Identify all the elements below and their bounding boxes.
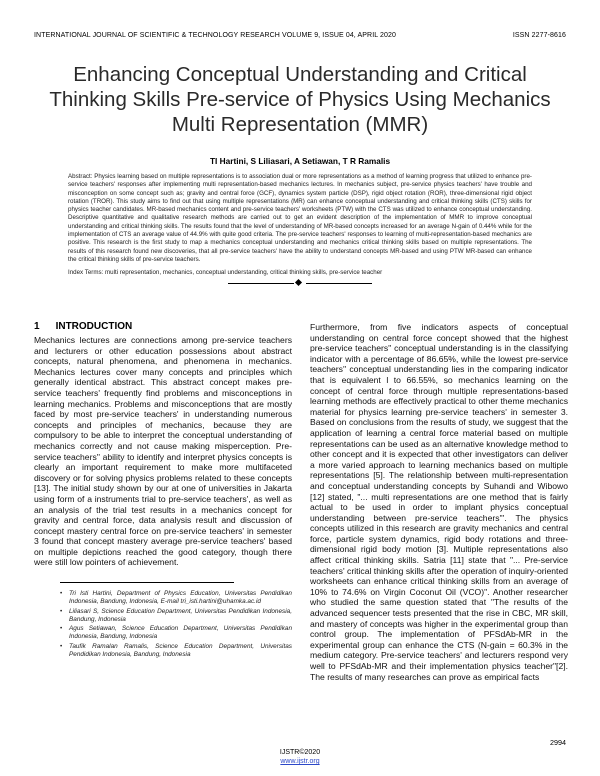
journal-website-link[interactable]: www.ijstr.org — [280, 758, 320, 765]
page-number: 2994 — [550, 738, 566, 747]
bullet-icon: • — [60, 590, 63, 597]
paper-title: Enhancing Conceptual Understanding and Critical Thinking Skills Pre-service of Physics Using Mechanics Multi Representation (MMR) — [49, 63, 551, 136]
footnote-item — [60, 590, 292, 606]
bullet-icon: • — [60, 642, 63, 650]
intro-left-column: Mechanics lectures are connections among pre-service teachers and lecturers or other education possessions about abstract concepts, natural phenomena, and phenomena in mechanics. Mechanics lectures cover many concepts and principles which generally identical abstract. This abstract concept makes pre-service teachers' frequently find problems and misconceptions in learning mechanics. Problems and misconceptions that are mostly faced by most pre-service teachers' in understanding numerous concepts and principles of mechanics, because they are compulsory to be able to interpret the conceptual understanding of mechanics correctly and not cause making misperception. Pre-service teachers'' ability to identify and interpret physics concepts is clearly an important requirement to make more multifaceted discovery or for solving physics problems related to these concepts [13]. The initial study shown by our at one of universities in Jakarta using form of a instruments trial to pre-service teachers', as well as an analysis of the trial test results in a mechanics concept for gravity and central force, data analysis result and discussion of concept mastery central force on pre-service teachers' in semester 3 found that concept mastery average pre-service teachers' based on multiple depictions reached the good category, though there were still low pointers of achievement. — [34, 335, 292, 568]
section-title: INTRODUCTION — [55, 321, 133, 332]
footnote-text: Agus Setiawan, Science Education Department, Universitas Pendidikan Indonesia, Bandung, Indonesia — [69, 625, 292, 641]
intro-right-column: Furthermore, from five indicators aspects of conceptual understanding on central force concept showed that the highest pre-service teachers'' conceptual understanding is in the classifying indicator with a percentage of 86.65%, while the lowest pre-service teachers'' conceptual understanding lies in the comparing indicator that is equivalent l to 66.55%, so mechanics learning on the concept of central force through multiple representations-based learning methods are effectively practical to other theme mechanics material for physics learning pre-service teachers' in semester 3. Based on conclusions from the results of study, we suggest that the application of learning a central force material based on multiple representations can be used as an alternative knowledge method to other concept and it is expected that other investigators can deliver a more varied approach to learning mechanics based on multiple representations [5]. The relationship between multi-representation and conceptual understanding concepts by Suhandi and Wibowo [12] stated, "... multi representations are one method that is fairly actual to be used in order to implant physics conceptual understanding between pre-service teachers'". The physics concepts utilized in this research are gravity mechanics and central force, particle system dynamics, rigid body rotations and three-dimensional rigid body motion [3]. Multiple representations also affect critical thinking skills. Satria [11] state that "... Pre-service teachers' critical thinking skills after the operation of inquiry-oriented worksheets can enhance critical thinking skills from an average of 10% to 74.6% on Virgin Coconut Oil (VCO)". Another researcher who studied the same question stated that "The results of the advanced sequencer tests presented that the rise in CBC, MR skill, and mastery of concepts was higher in the experimental group than control group. The implementation of PFSdAb-MR in the experimental group can enhance the CTS (N-gain = 60.3% in the medium category. Pre-service teachers' and lecturers respond very well to PFSdAb-MR and their implementation physics teacher"[2]. The results of many researches can prove as empirical facts — [310, 322, 568, 682]
bullet-icon: • — [60, 625, 63, 633]
footnote-text: Taufik Ramalan Ramalis, Science Education Department, Universitas Pendidikan Indonesia, Bandung, Indonesia — [69, 642, 292, 658]
footnote-item — [60, 643, 292, 659]
section-divider — [228, 279, 372, 287]
page-footer — [0, 748, 600, 766]
footnote-item — [60, 625, 292, 641]
section-heading — [34, 321, 132, 332]
footnote-text: Tri Isti Hartini, Department of Physics Education, Universitas Pendidikan Indonesia, Bandung, Indonesia, E-mail tri_isti.hartini@uhamka.ac.id — [69, 590, 292, 606]
footnote-text: Liliasari S, Science Education Department, Universitas Pendidikan Indonesia, Bandung, Indonesia — [69, 607, 292, 623]
running-header — [34, 32, 566, 44]
author-list: TI Hartini, S Liliasari, A Setiawan, T R Ramalis — [209, 156, 391, 166]
divider-line-left — [228, 283, 294, 284]
abstract: Abstract: Physics learning based on multiple representations is to association dual or more representations as a method of learning progress that utilized to enhance pre-service teachers' responses after implementing multi representation-based mechanics lectures. In mechanics subject, pre-service physics teachers' have trouble and misconception on some concept such as; gravity and central force (GCF), dynamics system particle (DSP), rigid object rotation (ROR), three-dimensional rigid object rotation (TROR). This study aims to find out that using multiple representations (MR) can enhance conceptual understanding and critical thinking skills (CTS) skills for physics teacher candidates. MR-based mechanics content and pre-service teachers' worksheets (PTW) with the CTS was utilized to enhance conceptual understanding. Descriptive quantitative and qualitative research methods are carried out to get an evident description of the implementation of MMR to improve conceptual understanding and critical thinking skills. The results found that the level of understanding of MR-based concepts increased for an average N-gain of 0.44% while for the implementation of CTS an average value of 44.9% with quite good criteria. The pre-service teachers' responses to learning of multi-representation-based mechanics are positive. This research is the first study to map a mechanics conceptual understanding and mechanics critical thinking skills based on multiple representations. The results of this research found new discoveries, that all pre-service teachers' have the ability to understand concepts MR-based and using PTW MR-based can enhance the critical thinking skills of pre-service teachers. — [68, 173, 532, 263]
divider-line-right — [306, 283, 372, 284]
footnote-item — [60, 608, 292, 624]
bullet-icon: • — [60, 607, 63, 615]
issn-header: ISSN 2277-8616 — [512, 32, 566, 39]
section-number: 1 — [34, 321, 40, 332]
journal-header: INTERNATIONAL JOURNAL OF SCIENTIFIC & TECHNOLOGY RESEARCH VOLUME 9, ISSUE 04, APRIL 2020 — [34, 32, 397, 39]
index-terms: Index Terms: multi representation, mechanics, conceptual understanding, critical thinking skills, pre-service teacher — [68, 269, 383, 276]
copyright-text: IJSTR©2020 — [279, 749, 321, 756]
diamond-icon — [295, 279, 302, 286]
footnote-rule — [60, 582, 234, 583]
author-footnotes — [60, 590, 292, 660]
